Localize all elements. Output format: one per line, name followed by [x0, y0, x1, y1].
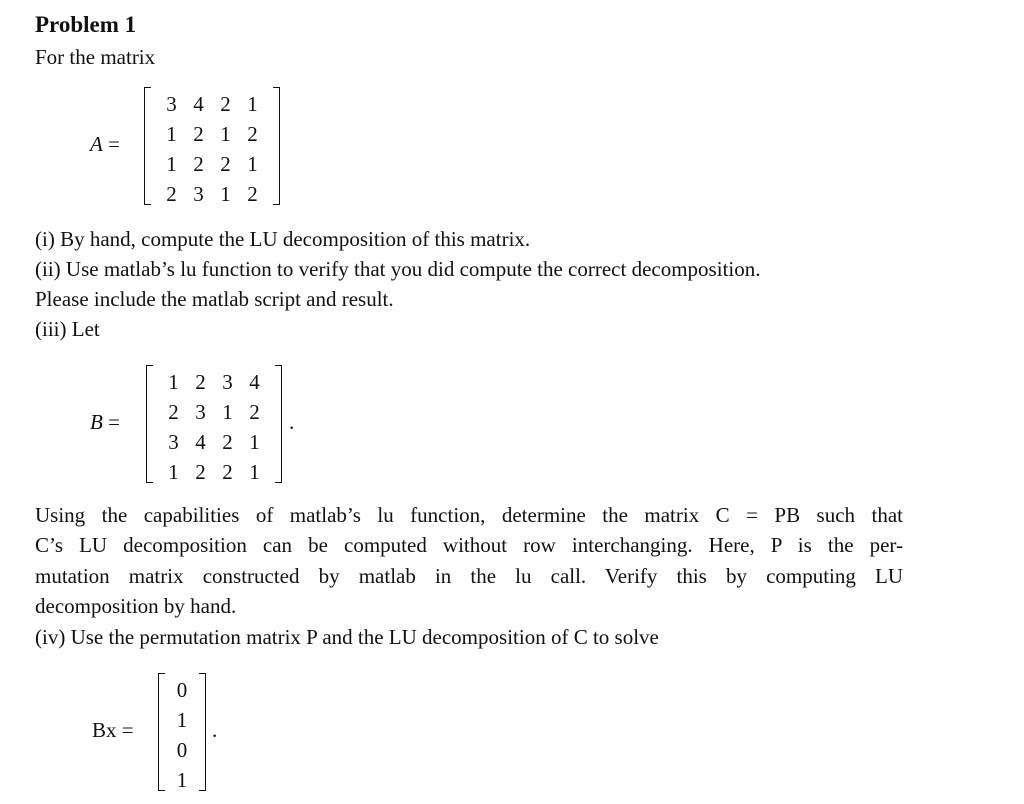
matrix-b [146, 365, 282, 483]
paragraph-line: decomposition by hand. [35, 594, 237, 618]
paragraph-line: mutation matrix constructed by matlab in the lu call. Verify this by computing LU [35, 564, 903, 588]
rhs-vector [158, 673, 206, 791]
matrix-entry: 2 [193, 122, 204, 146]
matrix-entry: 3 [168, 430, 179, 454]
matrix-entry: 1 [220, 182, 231, 206]
matrix-entry: 1 [249, 460, 260, 484]
paragraph-line: C’s LU decomposition can be computed without row interchanging. Here, P is the per- [35, 533, 903, 557]
matrix-entry: 1 [247, 92, 258, 116]
matrix-a-label: A = [90, 132, 120, 156]
system-period: . [212, 718, 218, 742]
matrix-entry: 1 [168, 460, 179, 484]
matrix-entry: 2 [166, 182, 177, 206]
paragraph-line: Using the capabilities of matlab’s lu function, determine the matrix C = PB such that [35, 503, 903, 527]
matrix-entry: 1 [247, 152, 258, 176]
part-iii: (iii) Let [35, 317, 100, 341]
part-i: (i) By hand, compute the LU decomposition of this matrix. [35, 227, 531, 251]
matrix-entry: 3 [222, 370, 233, 394]
matrix-entry: 1 [166, 152, 177, 176]
matrix-entry: 2 [220, 92, 231, 116]
matrix-entry: 1 [176, 708, 188, 732]
matrix-entry: 1 [220, 122, 231, 146]
matrix-entry: 1 [176, 768, 188, 792]
intro-text: For the matrix [35, 45, 156, 69]
matrix-entry: 2 [168, 400, 179, 424]
matrix-entry: 3 [193, 182, 204, 206]
matrix-entry: 2 [220, 152, 231, 176]
matrix-entry: 4 [249, 370, 260, 394]
part-ii: (ii) Use matlab’s lu function to verify that you did compute the correct decomposition. [35, 257, 761, 281]
matrix-entry: 0 [176, 678, 188, 702]
matrix-entry: 4 [193, 92, 204, 116]
matrix-entry: 2 [195, 370, 206, 394]
part-iv: (iv) Use the permutation matrix P and the LU decomposition of C to solve [35, 625, 659, 649]
matrix-entry: 3 [166, 92, 177, 116]
matrix-entry: 1 [222, 400, 233, 424]
matrix-a [144, 87, 280, 205]
matrix-b-label: B = [90, 410, 120, 434]
matrix-entry: 0 [176, 738, 188, 762]
matrix-entry: 2 [222, 430, 233, 454]
matrix-b-period: . [289, 410, 295, 434]
matrix-entry: 2 [222, 460, 233, 484]
matrix-entry: 1 [249, 430, 260, 454]
matrix-entry: 2 [195, 460, 206, 484]
matrix-entry: 1 [168, 370, 179, 394]
problem-title: Problem 1 [35, 12, 137, 37]
matrix-entry: 2 [247, 122, 258, 146]
matrix-entry: 2 [193, 152, 204, 176]
matrix-entry: 4 [195, 430, 206, 454]
part-ii-continued: Please include the matlab script and result. [35, 287, 394, 311]
matrix-entry: 3 [195, 400, 206, 424]
system-lhs: Bx = [92, 718, 134, 742]
matrix-entry: 2 [249, 400, 260, 424]
matrix-entry: 1 [166, 122, 177, 146]
matrix-entry: 2 [247, 182, 258, 206]
